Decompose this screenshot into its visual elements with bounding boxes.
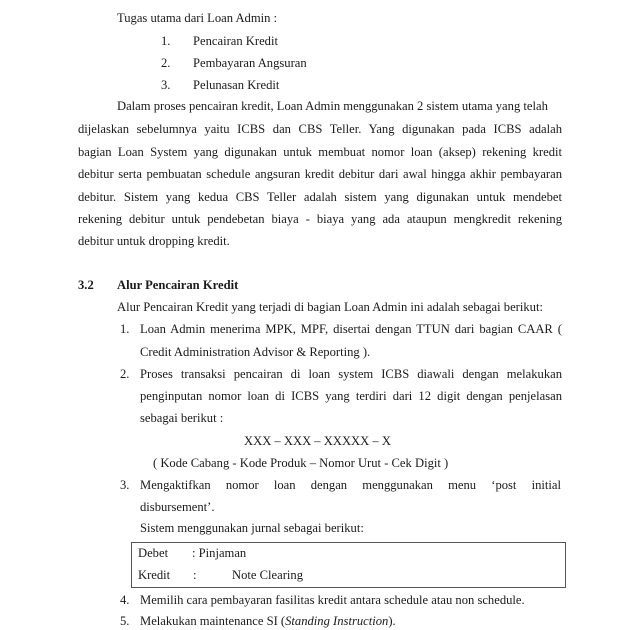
journal-kredit-label: Kredit: [138, 568, 171, 582]
task-number: 1.: [161, 34, 171, 48]
paragraph-line: debitur serta pembuatan schedule angsuran kredit debitur dari awal hingga akhir pembayaran: [78, 167, 562, 181]
step-text: Mengaktifkan nomor loan dengan menggunakan menu ‘post initial: [140, 478, 561, 492]
step-text: penginputan nomor loan di ICBS yang terdiri dari 12 digit dengan penjelasan: [140, 389, 562, 403]
step-text: disbursement’.: [140, 500, 215, 514]
task-number: 2.: [161, 56, 171, 70]
journal-kredit-colon: :: [193, 568, 197, 582]
step-number: 4.: [120, 593, 130, 607]
step-text-part: ).: [388, 614, 396, 628]
step-text: Memilih cara pembayaran fasilitas kredit antara schedule atau non schedule.: [140, 593, 525, 607]
task-number: 3.: [161, 78, 171, 92]
intro-text: Tugas utama dari Loan Admin :: [117, 11, 278, 25]
loan-number-format: XXX – XXX – XXXXX – X: [244, 434, 391, 448]
step-number: 1.: [120, 322, 130, 336]
step-text-italic: Standing Instruction: [285, 614, 389, 628]
task-label: Pencairan Kredit: [193, 34, 278, 48]
section-number: 3.2: [78, 278, 94, 292]
step-text: sebagai berikut :: [140, 411, 224, 425]
journal-debet-value: : Pinjaman: [192, 546, 247, 560]
step-number: 2.: [120, 367, 130, 381]
section-title: Alur Pencairan Kredit: [117, 278, 239, 292]
step-text: Proses transaksi pencairan di loan system ICBS diawali dengan melakukan: [140, 367, 562, 381]
paragraph-line: rekening debitur untuk pendebetan biaya - biaya yang ada ataupun mengkredit rekening: [78, 212, 562, 226]
step-number: 5.: [120, 614, 130, 628]
loan-number-format-description: ( Kode Cabang - Kode Produk – Nomor Urut - Cek Digit ): [153, 456, 449, 470]
step-text-part: Melakukan maintenance SI (: [140, 614, 286, 628]
task-label: Pembayaran Angsuran: [193, 56, 307, 70]
journal-intro: Sistem menggunakan jurnal sebagai berikut:: [140, 521, 364, 535]
step-text: Credit Administration Advisor & Reporting ).: [140, 345, 371, 359]
section-intro: Alur Pencairan Kredit yang terjadi di bagian Loan Admin ini adalah sebagai berikut:: [117, 300, 543, 314]
paragraph-line: bagian Loan System yang digunakan untuk membuat nomor loan (aksep) rekening kredit: [78, 145, 562, 159]
journal-debet-label: Debet: [138, 546, 169, 560]
paragraph-line: debitur. Sistem yang kedua CBS Teller adalah sistem yang digunakan untuk mendebet: [78, 190, 562, 204]
paragraph-line: dijelaskan sebelumnya yaitu ICBS dan CBS Teller. Yang digunakan pada ICBS adalah: [78, 122, 562, 136]
step-number: 3.: [120, 478, 130, 492]
step-text: [140, 614, 396, 629]
paragraph-line: Dalam proses pencairan kredit, Loan Admin menggunakan 2 sistem utama yang telah: [117, 99, 548, 113]
task-label: Pelunasan Kredit: [193, 78, 280, 92]
paragraph-line: debitur untuk dropping kredit.: [78, 234, 230, 248]
journal-kredit-value: Note Clearing: [232, 568, 303, 582]
step-text: Loan Admin menerima MPK, MPF, disertai dengan TTUN dari bagian CAAR (: [140, 322, 562, 336]
